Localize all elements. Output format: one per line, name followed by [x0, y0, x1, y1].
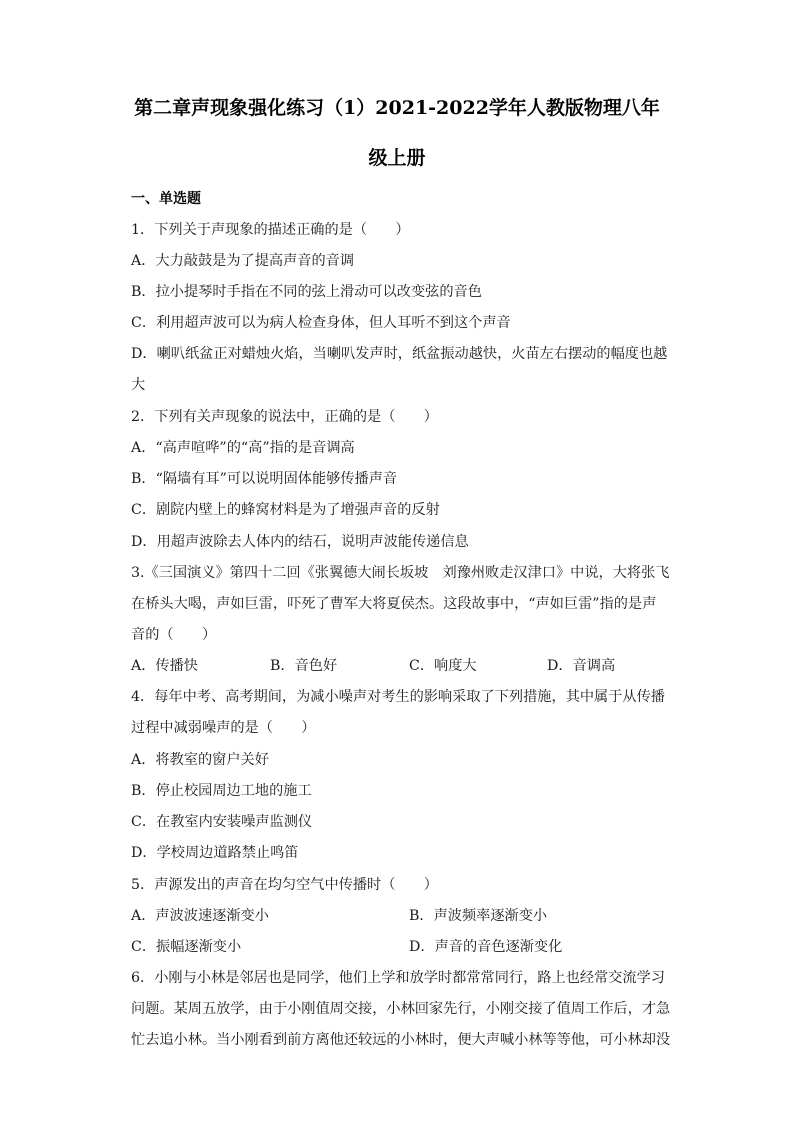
question-3-option-a: A．传播快: [131, 658, 198, 674]
question-3-stem-line-3: 音的（ ）: [131, 627, 217, 643]
question-6-stem-line-2: 问题。某周五放学，由于小刚值周交接，小林回家先行，小刚交接了值周工作后，才急: [131, 1001, 671, 1017]
question-2-option-a: A．“高声喧哗”的“高”指的是音调高: [131, 440, 355, 456]
question-4-stem-line-2: 过程中减弱噪声的是（ ）: [131, 720, 316, 736]
question-2-option-b: B．“隔墙有耳”可以说明固体能够传播声音: [131, 471, 398, 487]
question-1-option-c: C．利用超声波可以为病人检查身体，但人耳听不到这个声音: [131, 315, 511, 331]
question-3-option-d: D．音调高: [547, 658, 616, 674]
document-title-line-2: 级上册: [368, 147, 426, 169]
question-5-option-d: D．声音的音色逐渐变化: [409, 939, 563, 955]
question-1-stem: 1．下列关于声现象的描述正确的是（ ）: [131, 222, 410, 238]
question-3-stem-line-1: 3.《三国演义》第四十二回《张翼德大闹长坂坡 刘豫州败走汉津口》中说，大将张飞: [131, 565, 670, 581]
question-3-stem-line-2: 在桥头大喝，声如巨雷，吓死了曹军大将夏侯杰。这段故事中，“声如巨雷”指的是声: [131, 596, 657, 612]
question-4-option-d: D．学校周边道路禁止鸣笛: [131, 845, 299, 861]
question-4-stem-line-1: 4．每年中考、高考期间，为减小噪声对考生的影响采取了下列措施，其中属于从传播: [131, 689, 665, 705]
question-1-option-b: B．拉小提琴时手指在不同的弦上滑动可以改变弦的音色: [131, 284, 482, 300]
question-4-option-b: B．停止校园周边工地的施工: [131, 783, 312, 799]
question-5-option-a: A．声波波速逐渐变小: [131, 908, 269, 924]
document-title-line-1: 第二章声现象强化练习（1）2021-2022学年人教版物理八年: [134, 97, 660, 119]
question-2-option-d: D．用超声波除去人体内的结石，说明声波能传递信息: [131, 534, 469, 550]
section-heading: 一、单选题: [131, 191, 201, 207]
question-1-option-a: A．大力敲鼓是为了提高声音的音调: [131, 253, 355, 269]
question-1-option-d-continued: 大: [131, 377, 146, 393]
question-5-option-c: C．振幅逐渐变小: [131, 939, 242, 955]
question-5-option-b: B．声波频率逐渐变小: [409, 908, 548, 924]
question-6-stem-line-3: 忙去追小林。当小刚看到前方离他还较远的小林时，便大声喊小林等等他，可小林却没: [131, 1032, 671, 1048]
question-4-option-a: A．将教室的窗户关好: [131, 752, 269, 768]
question-6-stem-line-1: 6．小刚与小林是邻居也是同学，他们上学和放学时都常常同行，路上也经常交流学习: [131, 970, 665, 986]
question-3-option-c: C．响度大: [409, 658, 477, 674]
question-2-option-c: C．剧院内壁上的蜂窝材料是为了增强声音的反射: [131, 502, 440, 518]
question-1-option-d: D．喇叭纸盆正对蜡烛火焰，当喇叭发声时，纸盆振动越快，火苗左右摆动的幅度也越: [131, 346, 668, 362]
question-3-option-b: B．音色好: [270, 658, 338, 674]
question-5-stem: 5．声源发出的声音在均匀空气中传播时（ ）: [131, 877, 438, 893]
question-4-option-c: C．在教室内安装噪声监测仪: [131, 814, 313, 830]
question-2-stem: 2．下列有关声现象的说法中，正确的是（ ）: [131, 409, 438, 425]
